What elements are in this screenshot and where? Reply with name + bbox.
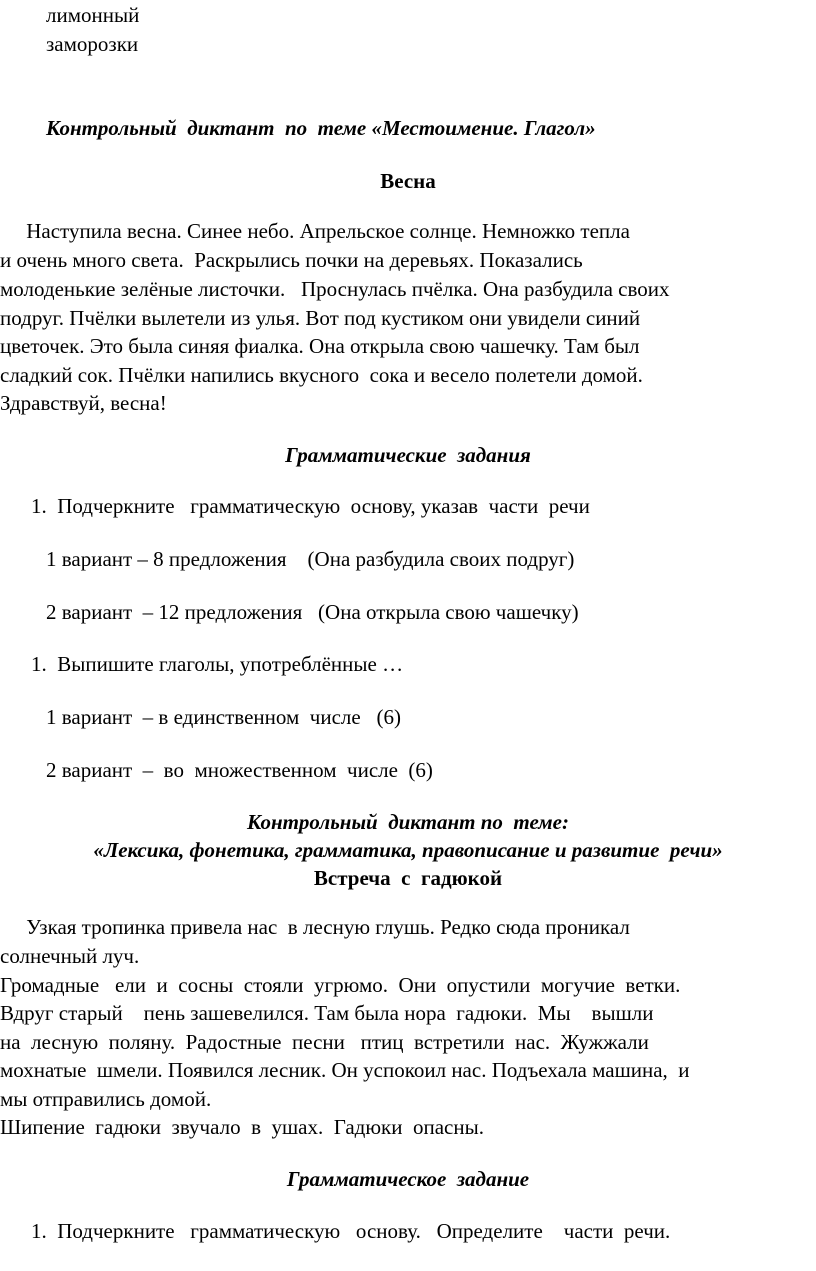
- text-line: и очень много света. Раскрылись почки на деревьях. Показались: [0, 248, 583, 272]
- task-2-title: Грамматическое задание: [286, 1167, 530, 1191]
- text-line: на лесную поляну. Радостные песни птиц встретили нас. Жужжали: [0, 1030, 649, 1054]
- text-line: Наступила весна. Синее небо. Апрельское солнце. Немножко тепла: [0, 219, 630, 243]
- dictation-1-heading: Весна: [380, 169, 436, 193]
- word-lemon: лимонный: [46, 3, 140, 27]
- word-frosts: заморозки: [46, 32, 139, 56]
- text-line: Здравствуй, весна!: [0, 391, 167, 415]
- dictation-2-title: Контрольный диктант по теме:: [247, 810, 569, 834]
- text-line: Узкая тропинка привела нас в лесную глушь. Редко сюда проникал: [0, 915, 630, 939]
- dictation-2-heading: Встреча с гадюкой: [313, 866, 503, 890]
- text-line: Вдруг старый пень зашевелился. Там была нора гадюки. Мы вышли: [0, 1001, 654, 1025]
- text-line: цветочек. Это была синяя фиалка. Она открыла свою чашечку. Там был: [0, 334, 640, 358]
- task-variant: 2 вариант – во множественном числе (6): [46, 758, 433, 782]
- task-item: 1. Выпишите глаголы, употреблённые …: [31, 652, 404, 676]
- text-line: мохнатые шмели. Появился лесник. Он успокоил нас. Подъехала машина, и: [0, 1058, 690, 1082]
- task-item: 1. Подчеркните грамматическую основу, указав части речи: [31, 494, 590, 518]
- text-line: Шипение гадюки звучало в ушах. Гадюки опасны.: [0, 1115, 484, 1139]
- text-line: мы отправились домой.: [0, 1087, 212, 1111]
- text-line: солнечный луч.: [0, 944, 140, 968]
- text-line: сладкий сок. Пчёлки напились вкусного сока и весело полетели домой.: [0, 363, 643, 387]
- tasks-1-title: Грамматические задания: [285, 443, 531, 467]
- text-line: подруг. Пчёлки вылетели из улья. Вот под кустиком они увидели синий: [0, 306, 641, 330]
- text-line: молоденькие зелёные листочки. Проснулась пчёлка. Она разбудила своих: [0, 277, 670, 301]
- text-line: Громадные ели и сосны стояли угрюмо. Они опустили могучие ветки.: [0, 973, 681, 997]
- dictation-1-title: Контрольный диктант по теме «Местоимение. Глагол»: [46, 116, 596, 140]
- task-variant: 1 вариант – в единственном числе (6): [46, 705, 401, 729]
- task-variant: 1 вариант – 8 предложения (Она разбудила своих подруг): [46, 547, 575, 571]
- task-variant: 2 вариант – 12 предложения (Она открыла свою чашечку): [46, 600, 579, 624]
- task-2-item: 1. Подчеркните грамматическую основу. Определите части речи.: [31, 1219, 671, 1243]
- dictation-2-subtitle: «Лексика, фонетика, грамматика, правописание и развитие речи»: [93, 838, 723, 862]
